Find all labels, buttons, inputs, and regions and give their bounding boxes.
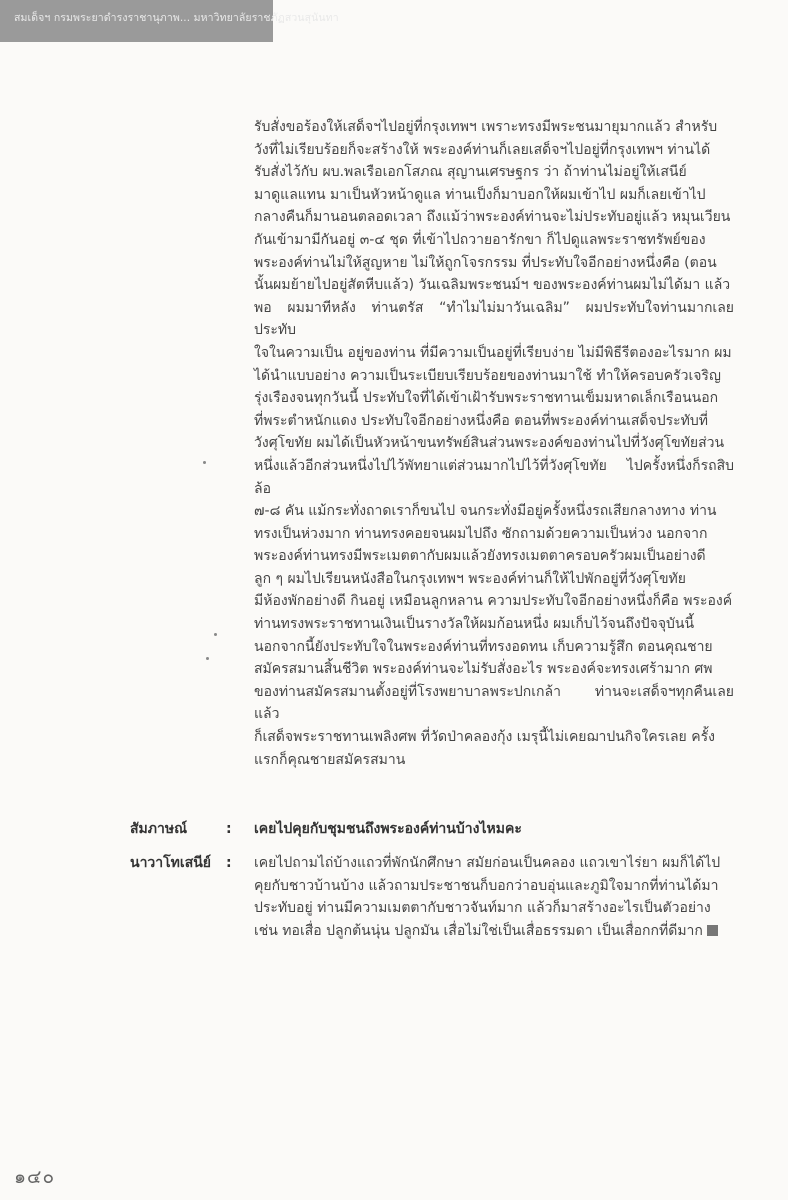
text-line: เคยไปถามไถ่บ้างแถวที่พักนักศึกษา สมัยก่อนเป็นคลอง แถวเขาไร่ยา ผมก็ได้ไป bbox=[254, 855, 721, 871]
margin-speck bbox=[203, 461, 206, 464]
text-line: กันเข้ามามีกันอยู่ ๓-๔ ชุด ที่เข้าไปถวายอารักขา ก็ไปดูแลพระราชทรัพย์ของ bbox=[254, 231, 706, 248]
end-of-article-square-icon bbox=[707, 925, 718, 936]
text-line: ก็เสด็จพระราชทานเพลิงศพ ที่วัดป่าคลองกุ้ง เมรุนี้ไม่เคยฌาปนกิจใครเลย ครั้ง bbox=[254, 729, 715, 746]
text-line: ทรงเป็นห่วงมาก ท่านทรงคอยจนผมไปถึง ซักถามด้วยความเป็นห่วง นอกจาก bbox=[254, 525, 708, 542]
page-number: ๑๔๐ bbox=[14, 1166, 56, 1188]
running-title: สมเด็จฯ กรมพระยาดำรงราชานุภาพ... มหาวิทยาลัยราชภัฏสวนสุนันทา bbox=[14, 12, 339, 24]
question-text bbox=[254, 818, 736, 841]
text-line: ได้นำแบบอย่าง ความเป็นระเบียบเรียบร้อยของท่านมาใช้ ทำให้ครอบครัวเจริญ bbox=[254, 367, 721, 384]
text-line: ของท่านสมัครสมานตั้งอยู่ที่โรงพยาบาลพระปกเกล้า ท่านจะเสด็จฯทุกคืนเลย แล้ว bbox=[254, 683, 734, 723]
speaker-label: สัมภาษณ์ bbox=[130, 821, 188, 837]
text-line: รับสั่งไว้กับ ผบ.พลเรือเอกโสภณ สุญานเศรษฐกร ว่า ถ้าท่านไม่อยู่ให้เสนีย์ bbox=[254, 164, 687, 181]
interview-body-text bbox=[254, 116, 734, 771]
margin-speck bbox=[206, 657, 209, 660]
speaker-label: นาวาโทเสนีย์ bbox=[130, 855, 212, 871]
text-line: ใจในความเป็น อยู่ของท่าน ที่มีความเป็นอยู่ที่เรียบง่าย ไม่มีพิธีรีตองอะไรมาก ผม bbox=[254, 344, 732, 361]
text-line: หนึ่งแล้วอีกส่วนหนึ่งไปไว้พัทยาแต่ส่วนมากไปไว้ที่วังศุโขทัย ไปครั้งหนึ่งก็รถสิบล้อ bbox=[254, 457, 734, 497]
text-line: ๗-๘ คัน แม้กระทั่งถาดเราก็ขนไป จนกระทั่งมีอยู่ครั้งหนึ่งรถเสียกลางทาง ท่าน bbox=[254, 503, 717, 520]
text-line: วังศุโขทัย ผมได้เป็นหัวหน้าขนทรัพย์สินส่วนพระองค์ของท่านไปที่วังศุโขทัยส่วน bbox=[254, 435, 725, 452]
text-line: วังที่ไม่เรียบร้อยก็จะสร้างให้ พระองค์ท่านก็เลยเสด็จฯไปอยู่ที่กรุงเทพฯ ท่านได้ bbox=[254, 141, 711, 158]
text-line: ท่านทรงพระราชทานเงินเป็นรางวัลให้ผมก้อนหนึ่ง ผมเก็บไว้จนถึงปัจจุบันนี้ bbox=[254, 616, 695, 633]
speaker-colon: : bbox=[226, 821, 232, 837]
text-line: คุยกับชาวบ้านบ้าง แล้วถามประชาชนก็บอกว่าอบอุ่นและภูมิใจมากที่ท่านได้มา bbox=[254, 877, 719, 894]
page-header bbox=[0, 0, 788, 42]
speaker-colon: : bbox=[226, 855, 232, 871]
text-line: ที่พระตำหนักแดง ประทับใจอีกอย่างหนึ่งคือ ตอนที่พระองค์ท่านเสด็จประทับที่ bbox=[254, 412, 708, 429]
text-line: เคยไปคุยกับชุมชนถึงพระองค์ท่านบ้างไหมคะ bbox=[254, 821, 522, 837]
text-line: ประทับอยู่ ท่านมีความเมตตากับชาวจันท์มาก แล้วก็มาสร้างอะไรเป็นตัวอย่าง bbox=[254, 900, 711, 917]
text-line: แรกก็คุณชายสมัครสมาน bbox=[254, 751, 406, 768]
text-line: พระองค์ท่านทรงมีพระเมตตากับผมแล้วยังทรงเมตตาครอบครัวผมเป็นอย่างดี bbox=[254, 548, 706, 565]
header-band bbox=[0, 0, 339, 42]
text-line: พอ ผมมาทีหลัง ท่านตรัส “ทำไมไม่มาวันเฉลิม” ผมประทับใจท่านมากเลย ประทับ bbox=[254, 299, 734, 339]
margin-speck bbox=[214, 633, 217, 636]
text-line: มาดูแลแทน มาเป็นหัวหน้าดูแล ท่านเป็งก็มาบอกให้ผมเข้าไป ผมก็เลยเข้าไป bbox=[254, 186, 706, 203]
text-line: นอกจากนี้ยังประทับใจในพระองค์ท่านที่ทรงอดทน เก็บความรู้สึก ตอนคุณชาย bbox=[254, 638, 713, 655]
text-line: สมัครสมานสิ้นชีวิต พระองค์ท่านจะไม่รับสั่งอะไร พระองค์จะทรงเศร้ามาก ศพ bbox=[254, 661, 713, 678]
text-line: มีห้องพักอย่างดี กินอยู่ เหมือนลูกหลาน ความประทับใจอีกอย่างหนึ่งก็คือ พระองค์ bbox=[254, 593, 733, 610]
text-line: พระองค์ท่านไม่ให้สูญหาย ไม่ให้ถูกโจรกรรม ที่ประทับใจอีกอย่างหนึ่งคือ (ตอน bbox=[254, 254, 717, 271]
text-line: เช่น ทอเสื่อ ปลูกต้นนุ่น ปลูกมัน เสื่อไม่ใช่เป็นเสื่อธรรมดา เป็นเสื่อกกที่ดีมาก bbox=[254, 922, 703, 939]
text-line: นั้นผมย้ายไปอยู่สัตหีบแล้ว) วันเฉลิมพระชนม์ฯ ของพระองค์ท่านผมไม่ได้มา แล้ว bbox=[254, 277, 731, 294]
text-line: ลูก ๆ ผมไปเรียนหนังสือในกรุงเทพฯ พระองค์ท่านก็ให้ไปพักอยู่ที่วังศุโขทัย bbox=[254, 570, 686, 587]
answer-text bbox=[254, 852, 736, 942]
text-line: รับสั่งขอร้องให้เสด็จฯไปอยู่ที่กรุงเทพฯ เพราะทรงมีพระชนมายุมากแล้ว สำหรับ bbox=[254, 119, 718, 135]
text-line: กลางคืนก็มานอนตลอดเวลา ถึงแม้ว่าพระองค์ท่านจะไม่ประทับอยู่แล้ว หมุนเวียน bbox=[254, 209, 731, 226]
text-line: รุ่งเรืองจนทุกวันนี้ ประทับใจที่ได้เข้าเฝ้ารับพระราชทานเข็มมหาดเล็กเรือนนอก bbox=[254, 390, 719, 407]
